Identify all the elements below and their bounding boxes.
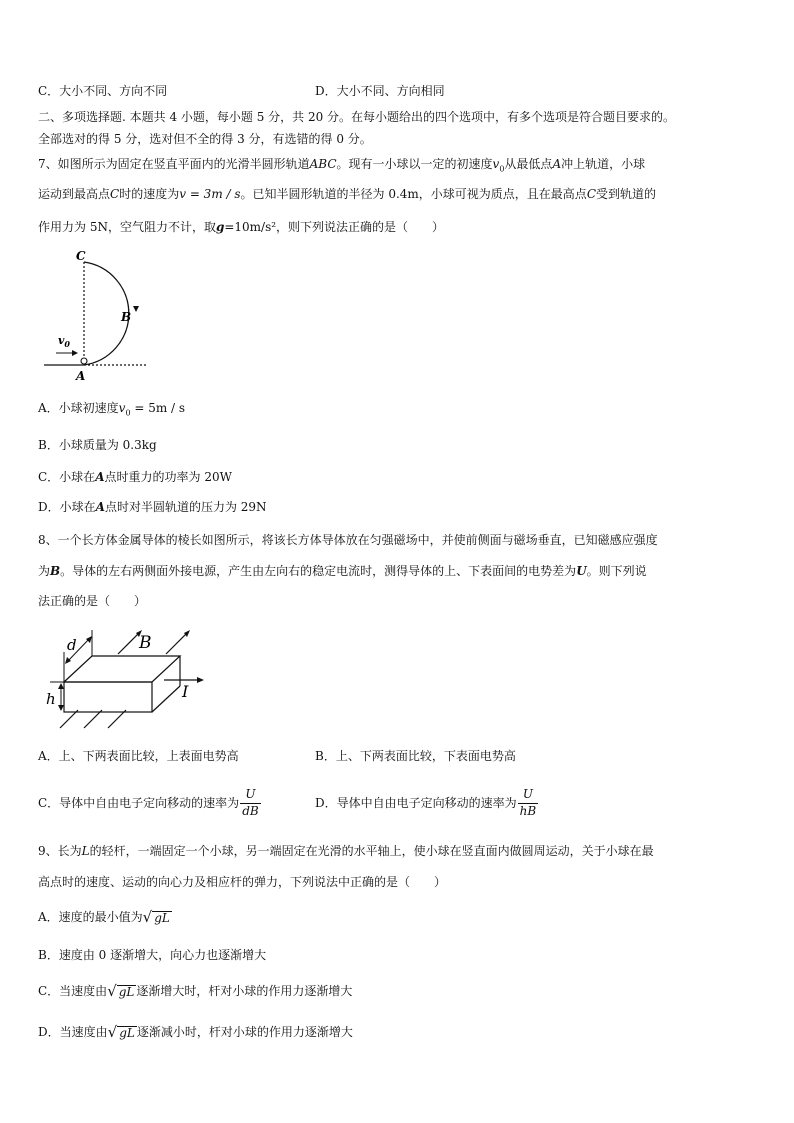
q8-option-d: D．导体中自由电子定向移动的速率为 $\frac{U}{hB}$ (315, 787, 537, 818)
section-instructions: 全部选对的得 5 分，选对但不全的得 3 分，有选错的得 0 分。 (38, 132, 372, 146)
q8-stem-line2: 为B。导体的左右两侧面外接电源，产生由左向右的稳定电流时，测得导体的上、下表面间的电势差为U。则下列说 (38, 564, 647, 578)
q9-stem-line2: 高点时的速度、运动的向心力及相应杆的弹力，下列说法中正确的是（ ） (38, 875, 447, 889)
b-field-line-2 (166, 632, 188, 654)
q9-option-a: A．速度的最小值为 √ gL (38, 907, 170, 926)
sqrt-gl: gL (119, 1025, 135, 1040)
label-h: h (46, 690, 56, 708)
label-i: I (182, 682, 189, 701)
box-right-edge-top (152, 686, 180, 712)
q8-option-a: A．上、下两表面比较，上表面电势高 (38, 749, 239, 763)
h-arrowhead-1 (58, 683, 64, 689)
ball (81, 358, 87, 364)
q6-option-d: D．大小不同、方向相同 (315, 84, 445, 98)
q7-stem-line2: 运动到最高点C时的速度为v = 3m / s。已知半圆形轨道的半径为 0.4m，小球可视为质点，且在最高点C受到轨道的 (38, 187, 657, 201)
q7-stem-line1: 7、如图所示为固定在竖直平面内的光滑半圆形轨道ABC。现有一小球以一定的初速度$v_0$从最低点A冲上轨道，小球 (38, 157, 646, 174)
q7-stem-line3: 作用力为 5N，空气阻力不计，取g=10m/s²，则下列说法正确的是（ ） (38, 220, 445, 234)
b-field-line-3 (60, 710, 78, 728)
section-heading: 二、多项选择题. 本题共 4 小题，每小题 5 分，共 20 分。在每小题给出的四个选项中，有多个选项是符合题目要求的。 (38, 110, 676, 124)
fraction-u-over-hb: $\frac{U}{hB}$ (519, 787, 537, 818)
label-c: C (76, 249, 86, 263)
b-field-line-1 (118, 632, 140, 654)
b-field-line-4 (84, 710, 102, 728)
q7-option-a: A．小球初速度$v_0 = 5m / s$ (38, 401, 186, 418)
q9-option-d: D．当速度由 √ gL 逐渐减小时，杆对小球的作用力逐渐增大 (38, 1022, 353, 1041)
label-d: d (67, 636, 77, 654)
b-field-line-5 (108, 710, 126, 728)
box-top-face (64, 656, 180, 682)
q8-stem-line1: 8、一个长方体金属导体的棱长如图所示，将该长方体导体放在匀强磁场中，并使前侧面与磁场垂直，已知磁感应强度 (38, 533, 658, 547)
label-b: B (139, 633, 152, 653)
box-front-face (64, 682, 152, 712)
q7-option-c: C．小球在A点时重力的功率为 20W (38, 470, 232, 484)
q8-conductor-figure (40, 624, 220, 734)
q8-stem-line3: 法正确的是（ ） (38, 594, 147, 608)
q8-option-b: B．上、下两表面比较，下表面电势高 (315, 749, 516, 763)
q7-semicircle-track-figure (38, 244, 158, 384)
q9-option-b: B．速度由 0 逐渐增大，向心力也逐渐增大 (38, 948, 267, 962)
q8-option-c: C．导体中自由电子定向移动的速率为 $\frac{U}{dB}$ (38, 787, 259, 818)
b-field-arrowhead-2 (184, 630, 190, 637)
h-arrowhead-2 (58, 705, 64, 711)
q7-option-b: B．小球质量为 0.3kg (38, 438, 157, 452)
q6-option-c: C．大小不同、方向不同 (38, 84, 168, 98)
sqrt-gl: gL (154, 910, 170, 925)
label-a: A (76, 369, 86, 383)
q9-stem-line1: 9、长为L的轻杆，一端固定一个小球，另一端固定在光滑的水平轴上，使小球在竖直面内做圆周运动，关于小球在最 (38, 844, 654, 858)
q7-option-d: D．小球在A点时对半圆轨道的压力为 29N (38, 500, 267, 514)
sqrt-gl: gL (118, 984, 135, 999)
q9-option-c: C．当速度由 √ gL 逐渐增大时，杆对小球的作用力逐渐增大 (38, 981, 353, 1000)
fraction-u-over-db: $\frac{U}{dB}$ (242, 787, 259, 818)
current-arrowhead (197, 677, 204, 683)
velocity-arrowhead (72, 350, 78, 356)
label-v0: $v_0$ (58, 334, 70, 349)
track-direction-arrowhead (133, 306, 139, 312)
label-b: B (121, 310, 132, 324)
